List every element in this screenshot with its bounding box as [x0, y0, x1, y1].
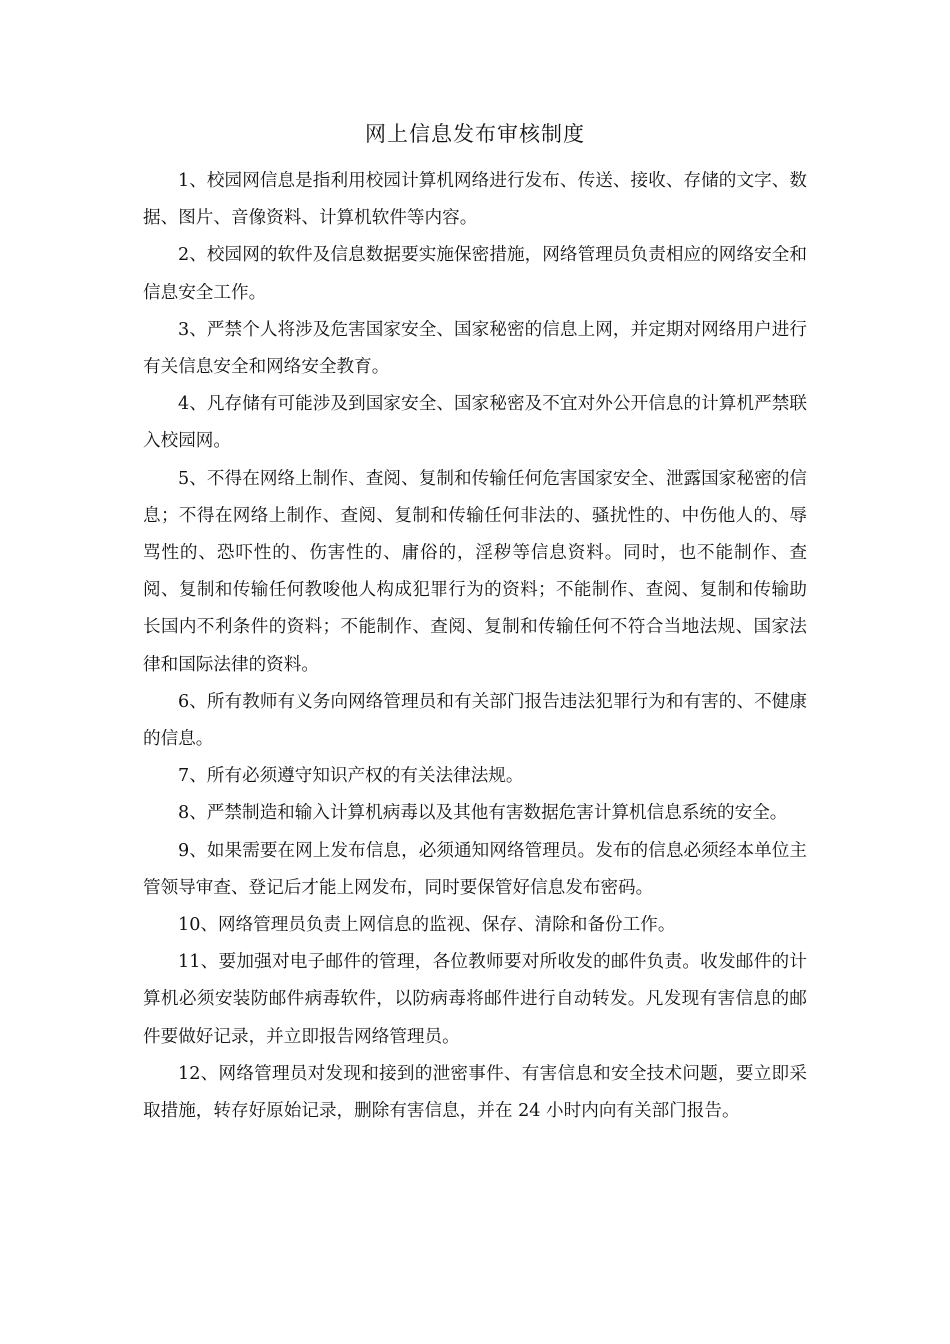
paragraph-4: 4、凡存储有可能涉及到国家安全、国家秘密及不宜对外公开信息的计算机严禁联入校园网。	[143, 394, 807, 452]
paragraph-12: 12、网络管理员对发现和接到的泄密事件、有害信息和安全技术问题，要立即采取措施，转存好原始记录，删除有害信息，并在 24 小时内向有关部门报告。	[143, 1063, 807, 1122]
document-title: 网上信息发布审核制度	[365, 122, 585, 146]
paragraph-11: 11、要加强对电子邮件的管理，各位教师要对所收发的邮件负责。收发邮件的计算机必须安装防邮件病毒软件，以防病毒将邮件进行自动转发。凡发现有害信息的邮件要做好记录，并立即报告网络管理员。	[143, 952, 807, 1047]
paragraph-5: 5、不得在网络上制作、查阅、复制和传输任何危害国家安全、泄露国家秘密的信息；不得在网络上制作、查阅、复制和传输任何非法的、骚扰性的、中伤他人的、辱骂性的、恐吓性的、伤害性的、庸俗的，淫秽等信息资料。同时，也不能制作、查阅、复制和传输任何教唆他人构成犯罪行为的资料；不能制作、查阅、复制和传输助长国内不利条件的资料；不能制作、查阅、复制和传输任何不符合当地法规、国家法律和国际法律的资料。	[143, 468, 807, 675]
paragraph-10: 10、网络管理员负责上网信息的监视、保存、清除和备份工作。	[178, 915, 676, 936]
paragraph-3: 3、严禁个人将涉及危害国家安全、国家秘密的信息上网，并定期对网络用户进行有关信息安全和网络安全教育。	[143, 319, 807, 378]
paragraph-9: 9、如果需要在网上发布信息，必须通知网络管理员。发布的信息必须经本单位主管领导审查、登记后才能上网发布，同时要保管好信息发布密码。	[143, 840, 807, 898]
document-body	[143, 163, 807, 1130]
paragraph-8: 8、严禁制造和输入计算机病毒以及其他有害数据危害计算机信息系统的安全。	[178, 803, 788, 824]
paragraph-2: 2、校园网的软件及信息数据要实施保密措施，网络管理员负责相应的网络安全和信息安全工作。	[143, 245, 807, 303]
paragraph-1: 1、校园网信息是指利用校园计算机网络进行发布、传送、接收、存储的文字、数据、图片、音像资料、计算机软件等内容。	[143, 171, 807, 229]
paragraph-6: 6、所有教师有义务向网络管理员和有关部门报告违法犯罪行为和有害的、不健康的信息。	[143, 691, 807, 750]
paragraph-7: 7、所有必须遵守知识产权的有关法律法规。	[178, 766, 524, 787]
